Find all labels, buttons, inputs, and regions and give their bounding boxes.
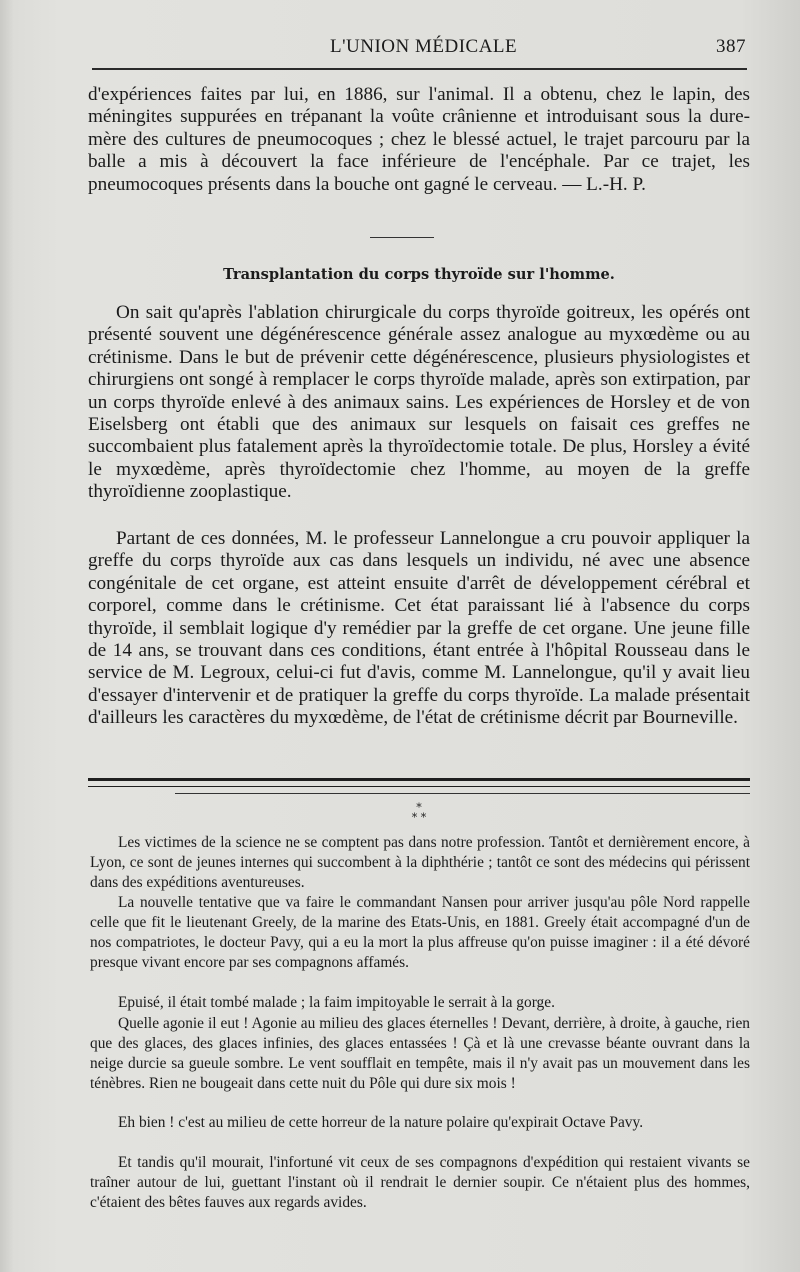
feuilleton-paragraph: Les victimes de la science ne se comptent pas dans notre profession. Tantôt et dernièrement encore, à Lyon, ce sont de jeunes internes qui succombent à la diphthérie ; tantôt ce sont des médecins qui périssent dans des expéditions aventureuses. xyxy=(90,834,750,891)
page-number: 387 xyxy=(716,36,746,57)
article-title: Transplantation du corps thyroïde sur l'homme. xyxy=(223,266,615,283)
article-paragraph: Partant de ces données, M. le professeur Lannelongue a cru pouvoir appliquer la greffe du corps thyroïde aux cas dans lesquels un individu, né avec une absence congénitale de cet organe, est atteint ensuite d'arrêt de développement cérébral et corporel, comme dans le crétinisme. Cet état paraissant lié à l'absence du corps thyroïde, il semblait logique d'y remédier par la greffe de cet organe. Une jeune fille de 14 ans, se trouvant dans ces conditions, étant entrée à l'hôpital Rousseau dans le service de M. Legroux, celui-ci fut d'avis, comme M. Lannelongue, qu'il y avait lieu d'essayer d'intervenir et de pratiquer la greffe du corps thyroïde. La malade présentait d'ailleurs les caractères du myxœdème, de l'état de crétinisme décrit par Bourneville. xyxy=(88,528,750,729)
feuilleton-paragraph: Et tandis qu'il mourait, l'infortuné vit ceux de ses compagnons d'expédition qui restaient vivants se traîner autour de lui, guettant l'instant où il rendrait le dernier soupir. Ce n'étaient plus des hommes, c'étaient des bêtes fauves aux regards avides. xyxy=(90,1154,750,1211)
feuilleton-paragraph: Quelle agonie il eut ! Agonie au milieu des glaces éternelles ! Devant, derrière, à droite, à gauche, rien que des glaces, des glaces infinies, des glaces entassées ! Çà et là une crevasse béante ouvrant dans la neige durcie sa gueule sombre. Le vent soufflait en tempête, mais il n'y avait pas un mouvement dans les ténèbres. Rien ne bougeait dans cette nuit du Pôle qui dure six mois ! xyxy=(90,1015,750,1092)
article-paragraph: d'expériences faites par lui, en 1886, sur l'animal. Il a obtenu, chez le lapin, des méningites suppurées en trépanant la voûte crânienne et introduisant sous la dure-mère des cultures de pneumocoques ; chez le blessé actuel, le trajet parcouru par la balle a mis à découvert la face inférieure de l'encéphale. Par ce trajet, les pneumocoques présents dans la bouche ont gagné le cerveau. — L.-H. P. xyxy=(88,84,750,195)
feuilleton-double-rule xyxy=(88,778,750,787)
feuilleton-paragraph: La nouvelle tentative que va faire le commandant Nansen pour arriver jusqu'au pôle Nord rappelle celle que fit le lieutenant Greely, de la marine des Etats-Unis, en 1881. Greely était accompagné d'un de nos compatriotes, le docteur Pavy, qui a eu la mort la plus affreuse qu'on puisse imaginer : il a été dévoré presque vivant encore par ses compagnons affamés. xyxy=(90,894,750,971)
journal-title: L'UNION MÉDICALE xyxy=(330,36,518,57)
asterism-top: * xyxy=(416,801,422,814)
feuilleton-rule xyxy=(175,793,750,794)
feuilleton-paragraph: Eh bien ! c'est au milieu de cette horreur de la nature polaire qu'expirait Octave Pavy. xyxy=(118,1114,644,1131)
article-paragraph: On sait qu'après l'ablation chirurgicale du corps thyroïde goitreux, les opérés ont présenté souvent une dégénérescence générale assez analogue au myxœdème ou au crétinisme. Dans le but de prévenir cette dégénérescence, plusieurs physiologistes et chirurgiens ont songé à remplacer le corps thyroïde malade, après son extirpation, par un corps thyroïde enlevé à des animaux sains. Les expériences de Horsley et de von Eiselsberg ont établi que des animaux sur lesquels on faisait ces greffes ne succombaient plus fatalement après la thyroïdectomie totale. De plus, Horsley a évité le myxœdème, après thyroïdectomie chez l'homme, au moyen de la greffe thyroïdienne zooplastique. xyxy=(88,302,750,503)
article-separator xyxy=(370,237,434,238)
running-header xyxy=(88,36,748,64)
header-rule xyxy=(92,68,747,70)
section-asterism xyxy=(88,803,750,823)
feuilleton-paragraph: Epuisé, il était tombé malade ; la faim impitoyable le serrait à la gorge. xyxy=(118,994,555,1011)
asterism-bottom: * * xyxy=(411,811,427,824)
